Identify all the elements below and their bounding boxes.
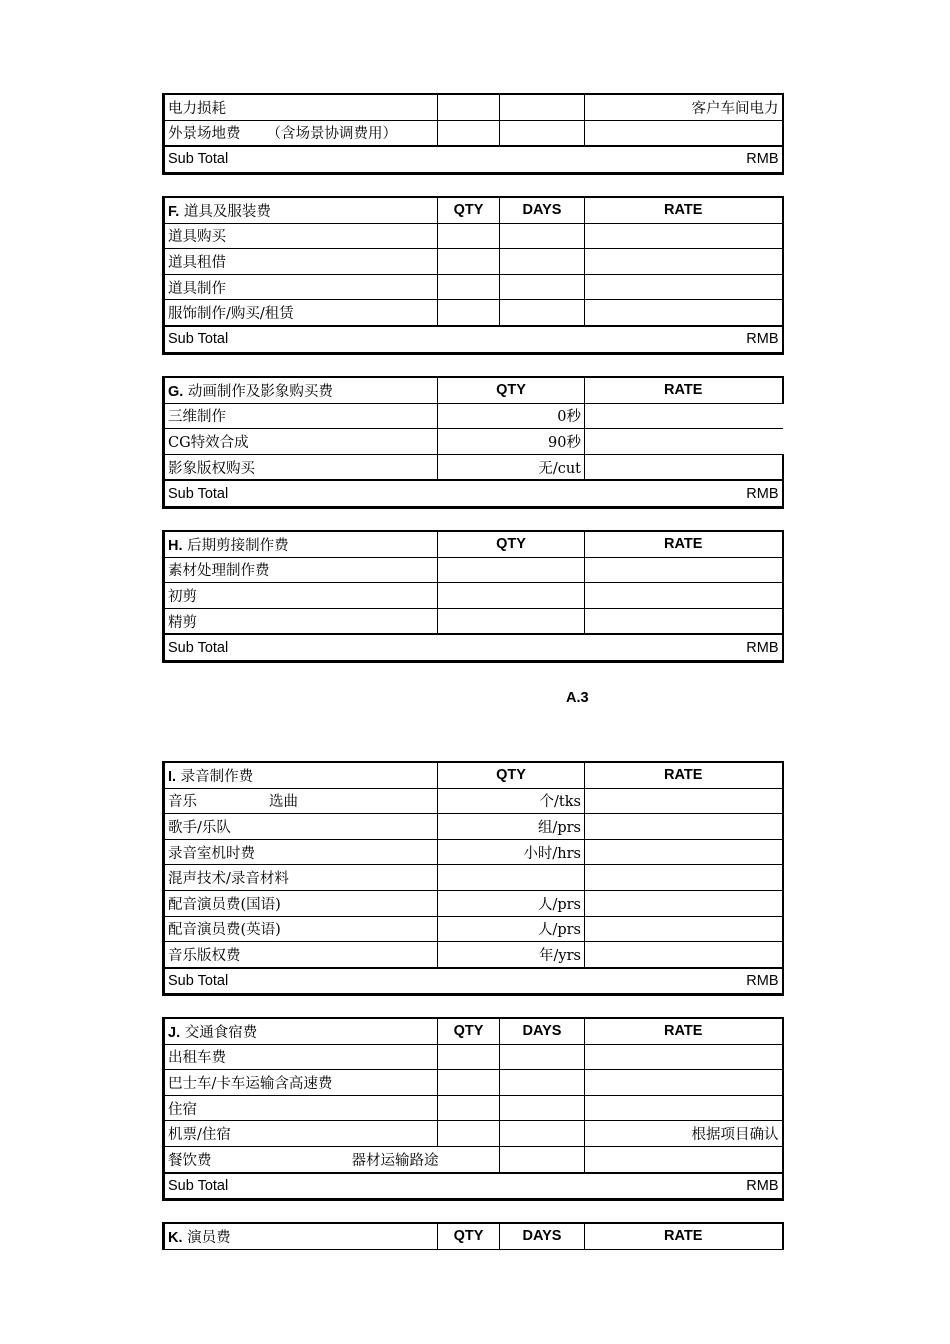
rate-cell[interactable] (585, 249, 783, 275)
row-item (164, 788, 438, 814)
qty-cell[interactable] (438, 557, 585, 583)
table-row (164, 223, 783, 249)
rate-cell[interactable] (585, 120, 783, 146)
rate-cell[interactable] (585, 557, 783, 583)
row-item-label: 音乐 (168, 794, 197, 811)
section-e-table (162, 93, 784, 175)
table-row (164, 942, 783, 968)
qty-cell[interactable]: 年/yrs (438, 942, 585, 968)
qty-cell[interactable] (438, 1070, 500, 1096)
qty-header: QTY (438, 762, 585, 788)
table-header (164, 377, 783, 403)
section-title (164, 1018, 438, 1044)
subtotal-currency: RMB (585, 968, 783, 995)
row-item: 精剪 (164, 608, 438, 634)
rate-cell[interactable]: 客户车间电力 (585, 94, 783, 120)
table-row (164, 249, 783, 275)
subtotal-currency: RMB (585, 480, 783, 507)
section-title-text: 交通食宿费 (184, 1024, 258, 1041)
days-header: DAYS (500, 1018, 585, 1044)
row-item: 电力损耗 (164, 94, 438, 120)
rate-cell[interactable] (585, 890, 783, 916)
section-title (164, 377, 438, 403)
table-row (164, 120, 783, 146)
qty-header: QTY (438, 1223, 500, 1249)
row-item: 服饰制作/购买/租赁 (164, 300, 438, 326)
qty-cell[interactable] (438, 300, 500, 326)
qty-cell[interactable]: 0秒 (438, 403, 585, 429)
table-row (164, 403, 783, 429)
section-h-table (162, 530, 784, 663)
days-cell[interactable] (500, 274, 585, 300)
row-item-label: 餐饮费 (168, 1152, 212, 1169)
row-item: 音乐版权费 (164, 942, 438, 968)
table-row (164, 454, 783, 480)
section-title-text: 道具及服装费 (183, 203, 271, 220)
table-header (164, 531, 783, 557)
rate-header: RATE (585, 1223, 783, 1249)
page-label: A.3 (566, 690, 589, 706)
subtotal-label: Sub Total (164, 480, 585, 507)
rate-cell[interactable] (585, 274, 783, 300)
subtotal-label: Sub Total (164, 326, 585, 353)
table-row (164, 916, 783, 942)
days-cell[interactable] (500, 1146, 585, 1172)
subtotal-row (164, 1173, 783, 1200)
table-row (164, 94, 783, 120)
days-cell[interactable] (500, 94, 585, 120)
days-header: DAYS (500, 197, 585, 223)
days-cell[interactable] (500, 1121, 585, 1147)
subtotal-currency: RMB (585, 146, 783, 173)
row-item: 配音演员费(英语) (164, 916, 438, 942)
table-row (164, 865, 783, 891)
table-row (164, 788, 783, 814)
subtotal-currency: RMB (585, 634, 783, 661)
section-letter: I. (168, 768, 177, 785)
row-item: 道具租借 (164, 249, 438, 275)
row-item (164, 120, 438, 146)
days-cell[interactable] (500, 1044, 585, 1070)
qty-cell[interactable]: 人/prs (438, 890, 585, 916)
row-item: 配音演员费(国语) (164, 890, 438, 916)
subtotal-row (164, 326, 783, 353)
rate-cell[interactable] (585, 300, 783, 326)
qty-cell[interactable] (438, 865, 585, 891)
qty-header: QTY (438, 197, 500, 223)
subtotal-label: Sub Total (164, 968, 585, 995)
qty-cell[interactable] (438, 274, 500, 300)
qty-cell[interactable] (438, 94, 500, 120)
section-k-table (162, 1222, 784, 1250)
subtotal-row (164, 968, 783, 995)
qty-header: QTY (438, 531, 585, 557)
section-letter: J. (168, 1024, 181, 1041)
qty-header: QTY (438, 377, 585, 403)
section-title (164, 531, 438, 557)
row-item-label: 外景场地费 (168, 126, 241, 143)
section-title-text: 动画制作及影象购买费 (187, 383, 333, 400)
row-item: 机票/住宿 (164, 1121, 438, 1147)
table-row (164, 608, 783, 634)
row-item: 歌手/乐队 (164, 814, 438, 840)
section-title-text: 演员费 (187, 1229, 231, 1246)
table-row (164, 890, 783, 916)
qty-cell[interactable] (438, 223, 500, 249)
table-header (164, 1223, 783, 1249)
qty-cell[interactable]: 90秒 (438, 429, 585, 455)
table-row (164, 1121, 783, 1147)
days-cell[interactable] (500, 120, 585, 146)
rate-cell[interactable] (585, 1095, 783, 1121)
rate-cell[interactable] (585, 608, 783, 634)
table-row (164, 814, 783, 840)
section-title-text: 录音制作费 (180, 768, 254, 785)
table-row (164, 300, 783, 326)
table-header (164, 1018, 783, 1044)
qty-cell[interactable] (438, 120, 500, 146)
days-cell[interactable] (500, 300, 585, 326)
days-header: DAYS (500, 1223, 585, 1249)
days-cell[interactable] (500, 249, 585, 275)
section-letter: F. (168, 203, 180, 220)
rate-cell[interactable] (585, 1044, 783, 1070)
rate-header: RATE (585, 197, 783, 223)
row-item: 混声技术/录音材料 (164, 865, 438, 891)
table-row (164, 1146, 783, 1172)
subtotal-label: Sub Total (164, 634, 585, 661)
qty-cell[interactable] (438, 1095, 500, 1121)
rate-header: RATE (585, 531, 783, 557)
section-i-table (162, 761, 784, 996)
qty-header: QTY (438, 1018, 500, 1044)
rate-cell[interactable] (585, 223, 783, 249)
table-row (164, 274, 783, 300)
subtotal-currency: RMB (585, 1173, 783, 1200)
table-row (164, 583, 783, 609)
table-row (164, 839, 783, 865)
rate-header: RATE (585, 377, 783, 403)
row-item: 影象版权购买 (164, 454, 438, 480)
row-item: 道具制作 (164, 274, 438, 300)
qty-cell[interactable]: 个/tks (438, 788, 585, 814)
qty-cell[interactable]: 组/prs (438, 814, 585, 840)
row-item: 出租车费 (164, 1044, 438, 1070)
days-cell[interactable] (500, 1095, 585, 1121)
rate-cell[interactable] (585, 1070, 783, 1096)
section-letter: K. (168, 1229, 183, 1246)
qty-cell[interactable] (438, 608, 585, 634)
section-g-table (162, 376, 784, 509)
days-cell[interactable] (500, 223, 585, 249)
rate-header: RATE (585, 1018, 783, 1044)
subtotal-row (164, 146, 783, 173)
row-item: 道具购买 (164, 223, 438, 249)
table-row (164, 1044, 783, 1070)
section-f-table (162, 196, 784, 355)
row-note: 选曲 (269, 794, 298, 811)
table-row (164, 1095, 783, 1121)
rate-cell[interactable] (585, 814, 783, 840)
qty-cell[interactable] (438, 249, 500, 275)
rate-cell[interactable] (585, 839, 783, 865)
section-letter: H. (168, 537, 183, 554)
table-header (164, 762, 783, 788)
rate-cell[interactable] (585, 403, 783, 429)
section-title (164, 762, 438, 788)
rate-cell[interactable] (585, 454, 783, 480)
rate-cell[interactable] (585, 942, 783, 968)
table-row (164, 557, 783, 583)
rate-cell[interactable] (585, 1146, 783, 1172)
row-note: 器材运输路途 (351, 1152, 439, 1169)
qty-cell[interactable]: 无/cut (438, 454, 585, 480)
section-j-table (162, 1017, 784, 1201)
table-header (164, 197, 783, 223)
section-title (164, 1223, 438, 1249)
qty-cell[interactable]: 人/prs (438, 916, 585, 942)
row-item: 素材处理制作费 (164, 557, 438, 583)
qty-cell[interactable] (438, 583, 585, 609)
subtotal-label: Sub Total (164, 1173, 585, 1200)
row-item: 初剪 (164, 583, 438, 609)
rate-cell[interactable] (585, 916, 783, 942)
days-cell[interactable] (500, 1070, 585, 1096)
table-row (164, 429, 783, 455)
subtotal-currency: RMB (585, 326, 783, 353)
rate-cell[interactable] (585, 865, 783, 891)
row-item (164, 1146, 500, 1172)
section-title-text: 后期剪接制作费 (187, 537, 289, 554)
rate-cell[interactable] (585, 429, 783, 455)
rate-cell[interactable] (585, 788, 783, 814)
row-item: CG特效合成 (164, 429, 438, 455)
row-item: 巴士车/卡车运输含高速费 (164, 1070, 438, 1096)
subtotal-row (164, 480, 783, 507)
row-item: 三维制作 (164, 403, 438, 429)
rate-cell[interactable]: 根据项目确认 (585, 1121, 783, 1147)
row-item: 住宿 (164, 1095, 438, 1121)
section-title (164, 197, 438, 223)
row-item: 录音室机时费 (164, 839, 438, 865)
subtotal-row (164, 634, 783, 661)
subtotal-label: Sub Total (164, 146, 585, 173)
qty-cell[interactable] (438, 1044, 500, 1070)
table-row (164, 1070, 783, 1096)
rate-cell[interactable] (585, 583, 783, 609)
qty-cell[interactable]: 小时/hrs (438, 839, 585, 865)
section-letter: G. (168, 383, 184, 400)
row-note: （含场景协调费用） (266, 126, 397, 143)
qty-cell[interactable] (438, 1121, 500, 1147)
rate-header: RATE (585, 762, 783, 788)
